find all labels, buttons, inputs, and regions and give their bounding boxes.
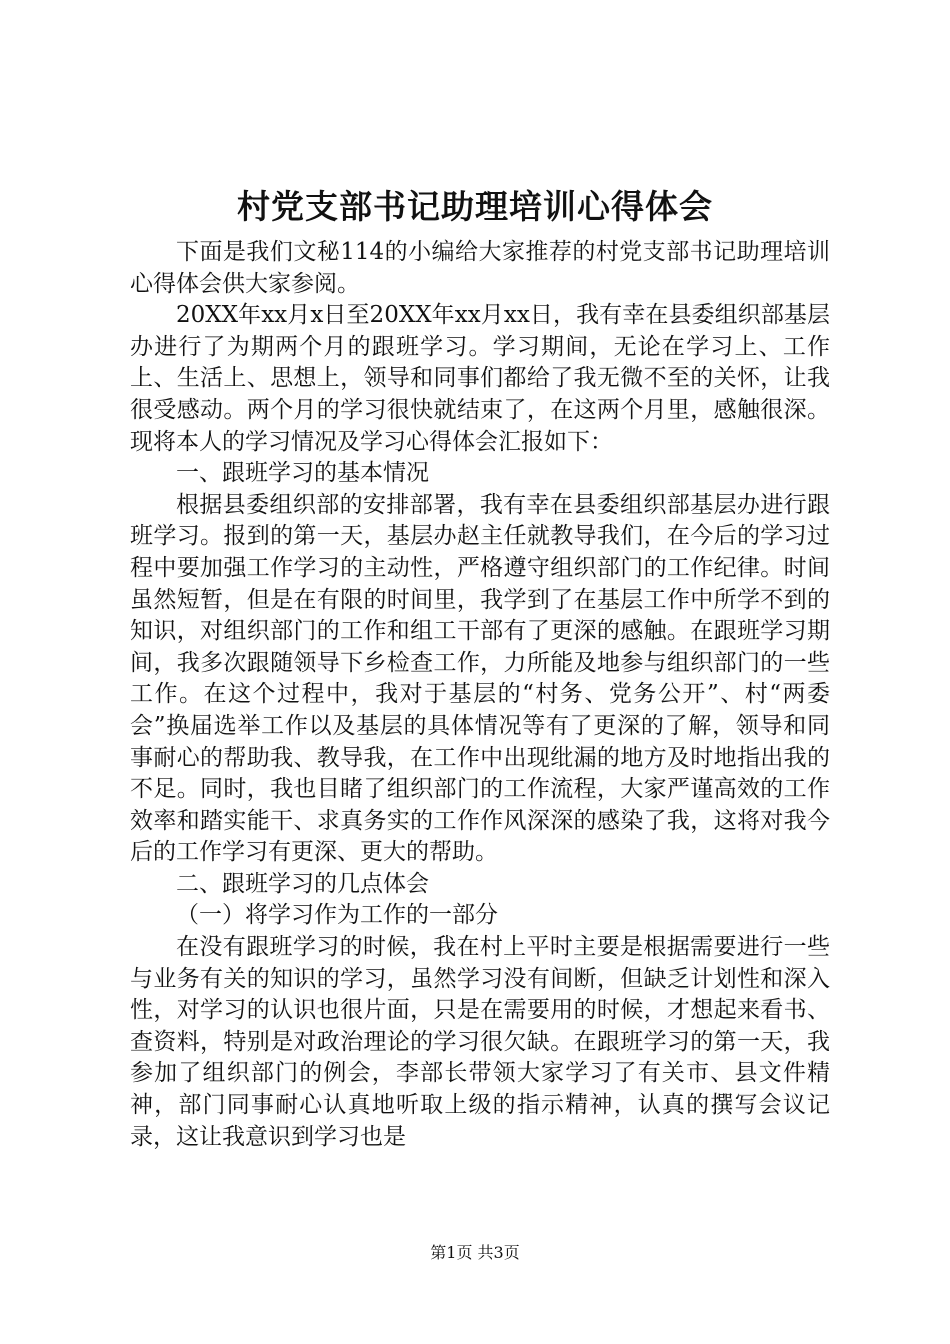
section-heading-2: 二、跟班学习的几点体会: [176, 870, 429, 897]
paragraph-study-as-work: 在没有跟班学习的时候，我在村上平时主要是根据需要进行一些与业务有关的知识的学习，虽然学习没有间断，但缺乏计划性和深入性，对学习的认识也很片面，只是在需要用的时候，才想起来看书、查资料，特别是对政治理论的学习很欠缺。在跟班学习的第一天，我参加了组织部门的例会，李部长带领大家学习了有关市、县文件精神，部门同事耐心认真地听取上级的指示精神，认真的撰写会议记录，这让我意识到学习也是: [130, 934, 830, 1150]
paragraph-basic-situation: 根据县委组织部的安排部署，我有幸在县委组织部基层办进行跟班学习。报到的第一天，基层办赵主任就教导我们，在今后的学习过程中要加强工作学习的主动性，严格遵守组织部门的工作纪律。时间虽然短暂，但是在有限的时间里，我学到了在基层工作中所学不到的知识，对组织部门的工作和组工干部有了更深的感触。在跟班学习期间，我多次跟随领导下乡检查工作，力所能及地参与组织部门的一些工作。在这个过程中，我对于基层的“村务、党务公开”、村“两委会”换届选举工作以及基层的具体情况等有了更深的了解，领导和同事耐心的帮助我、教导我，在工作中出现纰漏的地方及时地指出我的不足。同时，我也目睹了组织部门的工作流程，大家严谨高效的工作效率和踏实能干、求真务实的工作作风深深的感染了我，这将对我今后的工作学习有更深、更大的帮助。: [130, 491, 830, 866]
paragraph-intro: 下面是我们文秘114的小编给大家推荐的村党支部书记助理培训心得体会供大家参阅。: [130, 239, 830, 297]
paragraph-overview: 20XX年xx月x日至20XX年xx月xx日，我有幸在县委组织部基层办进行了为期两个月的跟班学习。学习期间，无论在学习上、工作上、生活上、思想上，领导和同事们都给了我无微不至的关怀，让我很受感动。两个月的学习很快就结束了，在这两个月里，感触很深。现将本人的学习情况及学习心得体会汇报如下：: [130, 302, 830, 455]
section-heading-1: 一、跟班学习的基本情况: [176, 460, 429, 487]
document-title: 村党支部书记助理培训心得体会: [237, 187, 713, 226]
page-footer: 第1页 共3页: [430, 1243, 520, 1262]
subsection-heading-1: （一）将学习作为工作的一部分: [176, 902, 498, 929]
document-body: [130, 237, 830, 1153]
